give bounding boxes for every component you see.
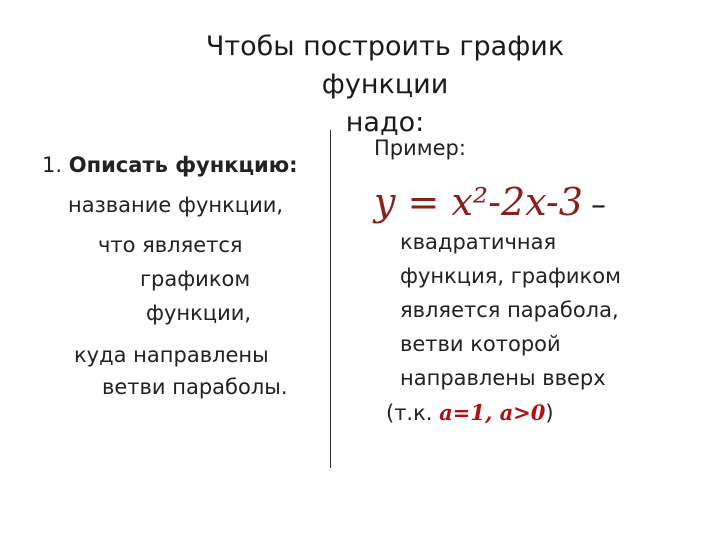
note-close: )	[545, 401, 554, 425]
step-line-6: ветви параболы.	[102, 375, 288, 399]
note-open: (т.к.	[386, 401, 440, 425]
desc-line-5: направлены вверх	[400, 366, 606, 390]
step-line-1: название функции,	[68, 193, 284, 217]
formula-dash: –	[590, 188, 606, 223]
step-line-4: функции,	[146, 301, 252, 325]
step-line-3: графиком	[140, 267, 251, 291]
slide-title	[150, 28, 620, 142]
condition-note	[386, 400, 554, 425]
desc-line-2: функция, графиком	[400, 264, 621, 288]
desc-line-4: ветви которой	[400, 332, 561, 356]
example-label: Пример:	[374, 136, 466, 160]
title-line-1: Чтобы построить график функции	[205, 31, 565, 100]
step-line-2: что является	[98, 233, 243, 257]
example-description	[400, 225, 621, 395]
example-formula	[374, 180, 606, 224]
step-number: 1	[42, 153, 56, 177]
desc-line-3: является парабола,	[400, 298, 619, 322]
step-heading: 1. Описать функцию:	[42, 153, 298, 177]
column-divider	[330, 130, 331, 468]
step-heading-text: Описать функцию:	[68, 153, 298, 177]
step-line-5: куда направлены	[74, 343, 269, 367]
title-line-2: надо:	[345, 107, 425, 138]
note-condition: a=1, a>0	[439, 400, 546, 425]
desc-line-1: квадратичная	[400, 230, 557, 254]
formula-text: y = x²-2x-3	[374, 180, 583, 224]
